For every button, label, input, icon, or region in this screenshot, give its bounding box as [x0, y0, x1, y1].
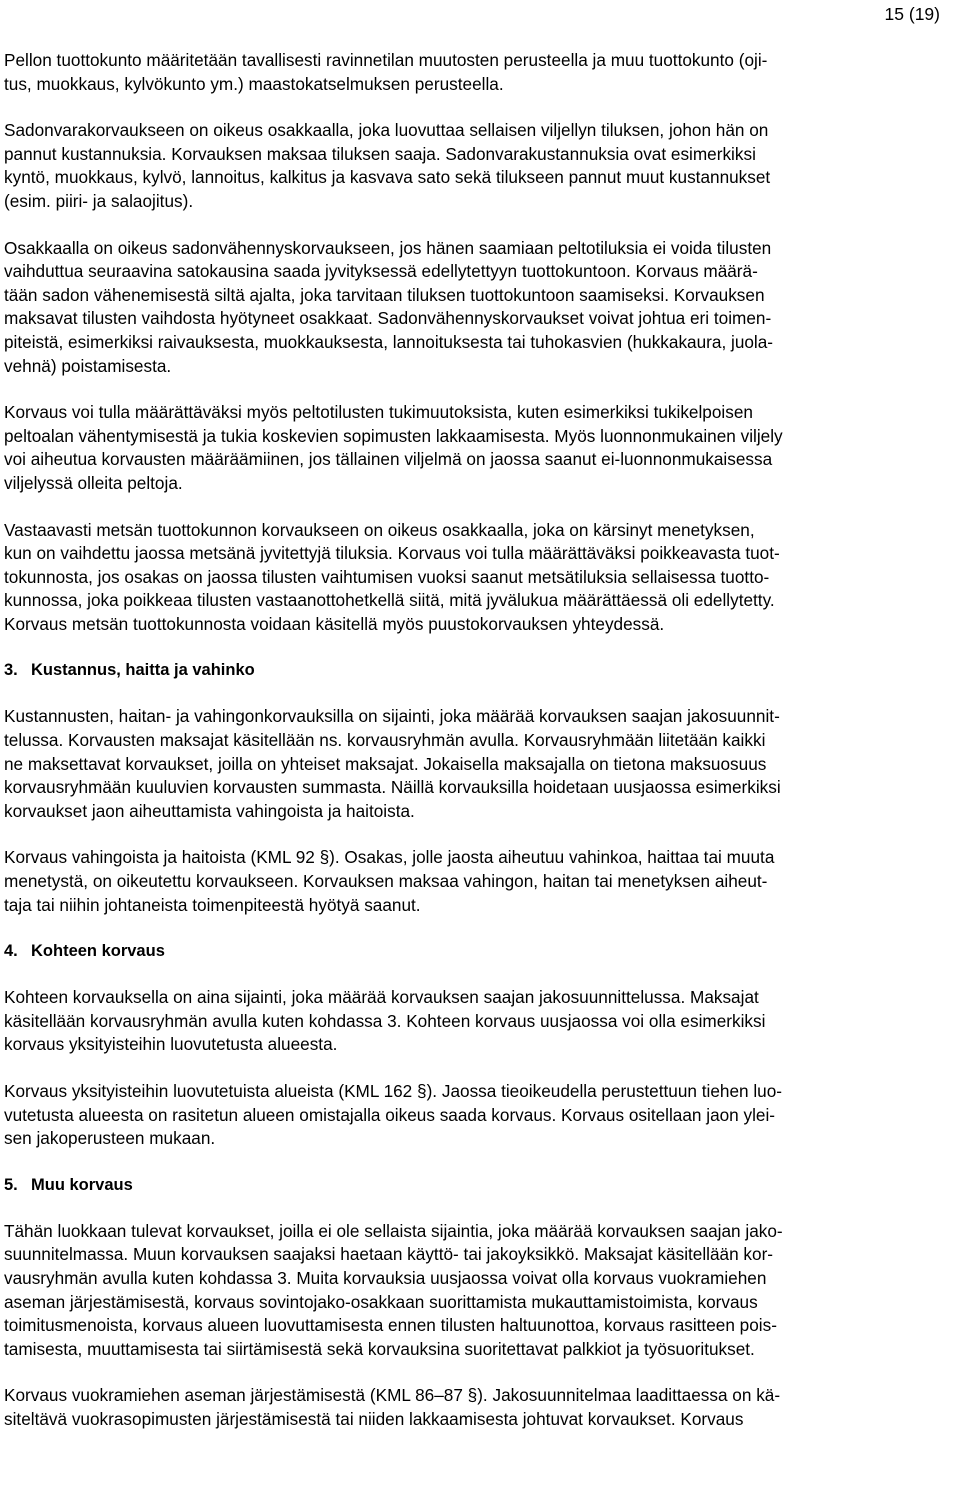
paragraph: Korvaus voi tulla määrättäväksi myös peltotilusten tukimuutoksista, kuten esimerkiksi tukikelpoisen peltoalan vähentymisestä ja tukia koskevien sopimusten lakkaamisesta. Myös luonnonmukainen viljely voi aiheutua korvausten määräämiinen, jos tällainen viljelmä on jaossa saanut ei-luonnonmukaisessa viljelyssä olleita peltoja.	[4, 402, 783, 493]
section-number: 5.	[4, 1175, 18, 1194]
paragraph: Pellon tuottokunto määritetään tavallisesti ravinnetilan muutosten perusteella ja muu tuottokunto (oji- tus, muokkaus, kylvökunto ym.) maastokatselmuksen perusteella.	[4, 50, 768, 94]
section-heading	[4, 659, 954, 681]
paragraph: Osakkaalla on oikeus sadonvähennyskorvaukseen, jos hänen saamiaan peltotiluksia ei voida tilusten vaihduttua seuraavina satokausina saada jyvityksessä edellytettyyn tuottokuntoon. Korvaus määrä- tään sadon vähenemisestä siltä ajalta, joka tarvitaan tiluksen tuottokuntoon saamiseksi. Korvauksen maksavat tilusten vaihdosta hyötyneet osakkaat. Sadonvähennyskorvaukset voivat johtua eri toimen- piteistä, esimerkiksi raivauksesta, muokkauksesta, lannoituksesta tai tuhokasvien (hukkakaura, juola- vehnä) poistamisesta.	[4, 237, 774, 376]
paragraph: Kustannusten, haitan- ja vahingonkorvauksilla on sijainti, joka määrää korvauksen saajan jakosuunnit- telussa. Korvausten maksajat käsitellään ns. korvausryhmän avulla. Korvausryhmään liitetään kaikki ne maksettavat korvaukset, joilla on yhteiset maksajat. Jokaisella maksajalla on tietona maksuosuus korvausryhmään kuuluvien korvausten summasta. Näillä korvauksilla hoidetaan uusjaossa esimerkiksi korvaukset jaon aiheuttamista vahingoista ja haitoista.	[4, 706, 781, 821]
section-heading	[4, 940, 954, 962]
section-heading	[4, 1174, 954, 1196]
section-title: Muu korvaus	[31, 1175, 133, 1194]
page-number: 15 (19)	[884, 4, 940, 24]
document-body	[4, 49, 954, 1455]
paragraph: Korvaus vuokramiehen aseman järjestämisestä (KML 86–87 §). Jakosuunnitelmaa laadittaessa on kä- siteltävä vuokrasopimusten järjestämisestä tai niiden lakkaamisesta johtuvat korvaukset. Korvaus	[4, 1385, 781, 1429]
section-title: Kohteen korvaus	[31, 942, 165, 961]
paragraph: Kohteen korvauksella on aina sijainti, joka määrää korvauksen saajan jakosuunnittelussa. Maksajat käsitellään korvausryhmän avulla kuten kohdassa 3. Kohteen korvaus uusjaossa voi olla esimerkiksi korvaus yksityisteihin luovutetusta alueesta.	[4, 987, 766, 1055]
section-title: Kustannus, haitta ja vahinko	[31, 661, 255, 680]
section-number: 3.	[4, 661, 18, 680]
paragraph: Tähän luokkaan tulevat korvaukset, joilla ei ole sellaista sijaintia, joka määrää korvauksen saajan jako- suunnitelmassa. Muun korvauksen saajaksi haetaan käyttö- tai jakoyksikkö. Maksajat käsitellään kor- vausryhmän avulla kuten kohdassa 3. Muita korvauksia uusjaossa voivat olla korvaus vuokramiehen aseman järjestämisestä, korvaus sovintojako-osakkaan suorittamista mukauttamistoimista, korvaus toimitusmenoista, korvaus alueen luovuttamisesta ennen tilusten haltuunottoa, korvaus rasitteen pois- tamisesta, muuttamisesta tai siirtämisestä sekä korvauksina suoritettavat palkkiot ja työsuoritukset.	[4, 1220, 783, 1359]
paragraph: Vastaavasti metsän tuottokunnon korvaukseen on oikeus osakkaalla, joka on kärsinyt menetyksen, kun on vaihdettu jaossa metsänä jyvitettyjä tiluksia. Korvaus voi tulla määrättäväksi poikkeavasta tuot- tokunnosta, jos osakas on jaossa tilusten vaihtumisen vuoksi saanut metsätiluksia sellaisessa tuotto- kunnossa, joka poikkeaa tilusten vastaanottohetkellä siitä, mitä jyvälukua määrättäessä oli edellytetty. Korvaus metsän tuottokunnosta voidaan käsitellä myös puustokorvauksen yhteydessä.	[4, 519, 780, 634]
paragraph: Korvaus yksityisteihin luovutetuista alueista (KML 162 §). Jaossa tieoikeudella perustettuun tiehen luo- vutetusta alueesta on rasitetun alueen omistajalla oikeus saada korvaus. Korvaus ositellaan jaon ylei- sen jakoperusteen mukaan.	[4, 1081, 783, 1149]
section-number: 4.	[4, 942, 18, 961]
paragraph: Sadonvarakorvaukseen on oikeus osakkaalla, joka luovuttaa sellaisen viljellyn tiluksen, johon hän on pannut kustannuksia. Korvauksen maksaa tiluksen saaja. Sadonvarakustannuksia ovat esimerkiksi kyntö, muokkaus, kylvö, lannoitus, kalkitus ja kasvava sato sekä tilukseen pannut muut kustannukset (esim. piiri- ja salaojitus).	[4, 120, 771, 211]
paragraph: Korvaus vahingoista ja haitoista (KML 92 §). Osakas, jolle jaosta aiheutuu vahinkoa, haittaa tai muuta menetystä, on oikeutettu korvaukseen. Korvauksen maksaa vahingon, haitan tai menetyksen aiheut- taja tai niihin johtaneista toimenpiteestä hyötyä saanut.	[4, 847, 775, 915]
